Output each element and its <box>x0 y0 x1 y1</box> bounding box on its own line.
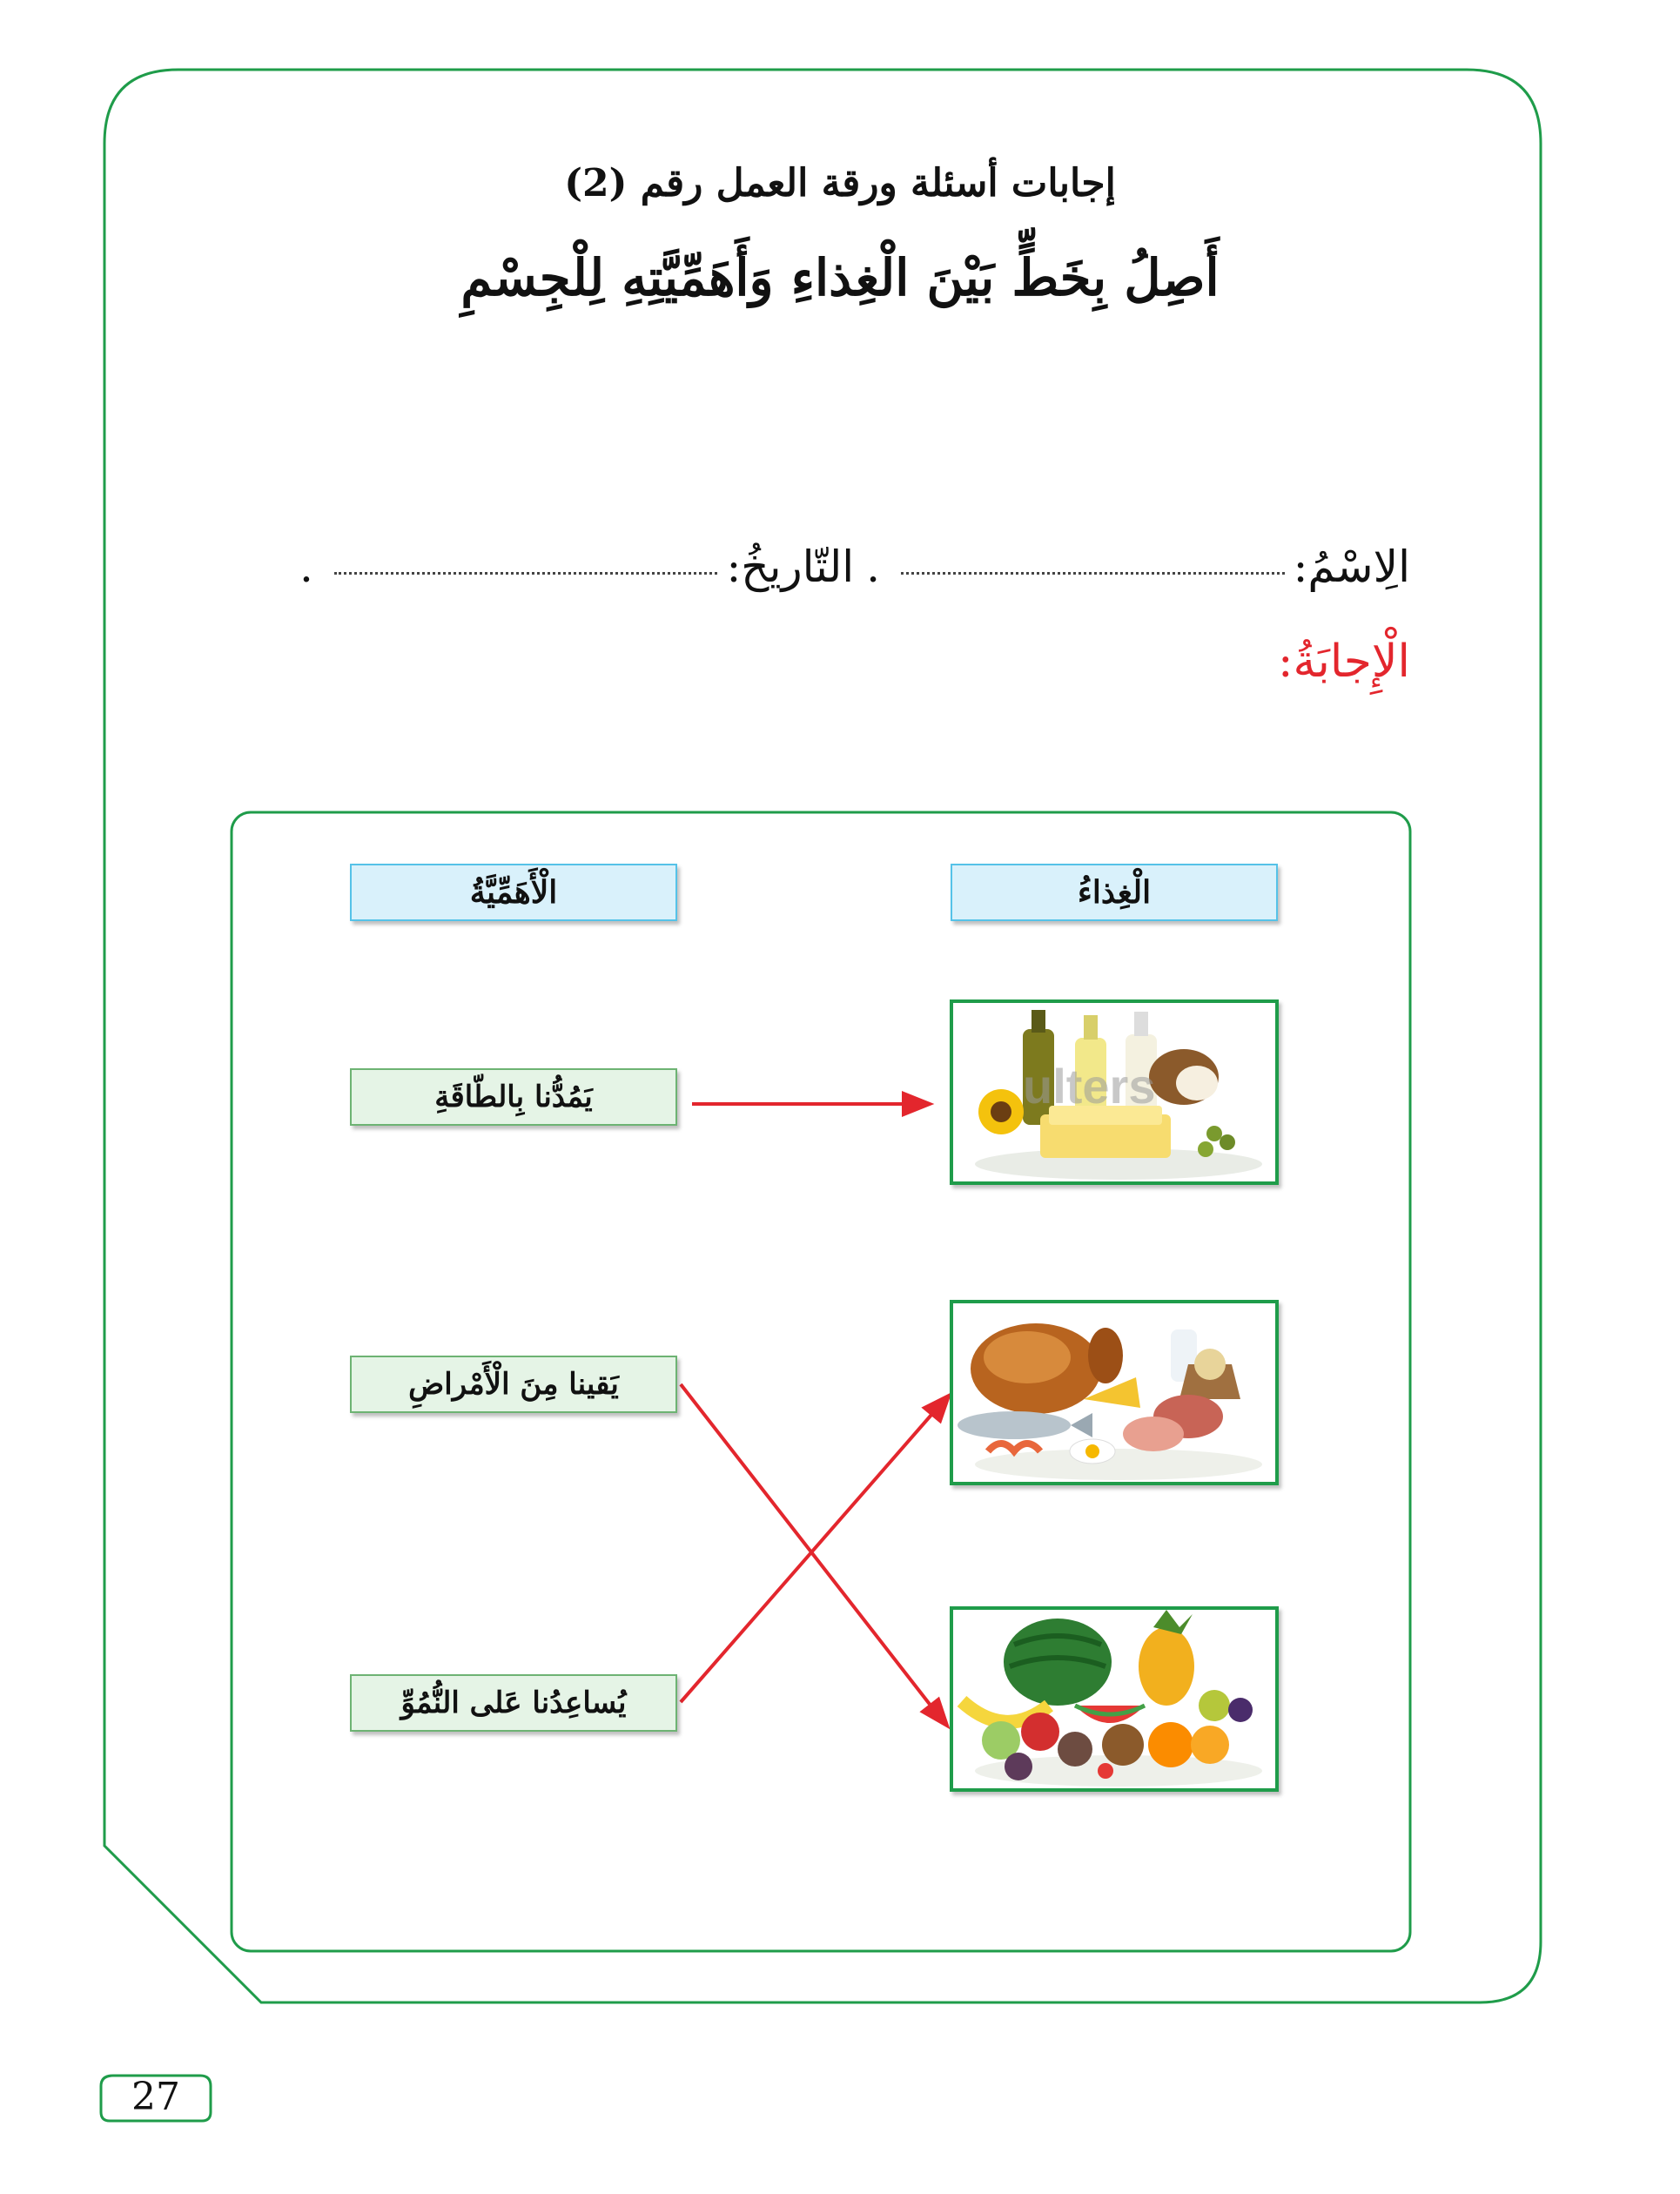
food-image-oils[interactable] <box>950 999 1279 1185</box>
date-field[interactable] <box>334 563 718 575</box>
food-header: الْغِذاءُ <box>951 864 1278 921</box>
name-label: الِاسْمُ: <box>1293 542 1410 592</box>
outer-frame <box>104 70 1541 2002</box>
page-number: 27 <box>131 2075 180 2119</box>
name-date-row <box>287 522 1410 592</box>
arrowhead-oils <box>904 1094 930 1114</box>
separator-dot: . <box>866 542 880 592</box>
answer-label: الْإِجابَةُ: <box>1278 636 1410 688</box>
instruction-text: أَصِلُ بِخَطٍّ بَيْنَ الْغِذاءِ وَأَهَمِّيَّتِهِ لِلْجِسْمِ <box>460 248 1220 307</box>
date-label: التّاريخُ: <box>726 542 855 592</box>
name-field[interactable] <box>901 563 1285 575</box>
importance-item-growth[interactable]: يُساعِدُنا عَلى النُّمُوِّ <box>350 1674 677 1732</box>
separator-dot: . <box>299 542 313 592</box>
food-image-fruits[interactable] <box>950 1606 1279 1792</box>
connection-lines <box>681 1094 949 1726</box>
importance-header: الْأَهَمِّيَّةُ <box>350 864 677 921</box>
food-image-meat[interactable] <box>950 1300 1279 1485</box>
meat-poultry-fish-eggs-icon <box>953 1303 1275 1482</box>
fruits-icon <box>953 1610 1275 1788</box>
importance-item-energy[interactable]: يَمُدُّنا بِالطّاقَةِ <box>350 1068 677 1126</box>
arrowhead-fruits <box>923 1699 947 1726</box>
importance-item-disease[interactable]: يَقينا مِنَ الْأَمْراضِ <box>350 1356 677 1413</box>
watermark-text: ulters <box>1023 1059 1156 1114</box>
worksheet-heading: إجابات أسئلة ورقة العمل رقم (2) <box>564 161 1116 205</box>
oils-butter-nuts-icon <box>953 1003 1275 1181</box>
